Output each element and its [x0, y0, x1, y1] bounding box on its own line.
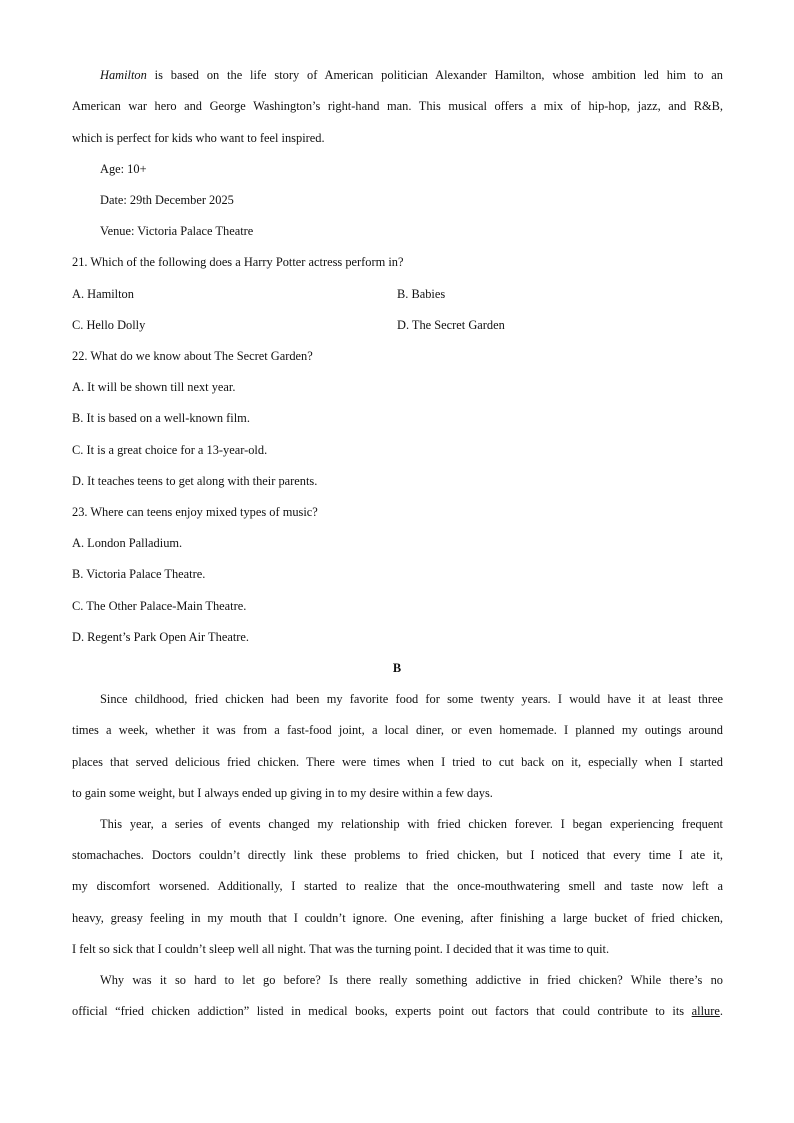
passage-b-p1-line-1: Since childhood, fried chicken had been my favorite food for some twenty years. I would have it at least three [100, 692, 723, 706]
underlined-word-allure: allure [691, 1004, 720, 1018]
question-22-option-a: A. It will be shown till next year. [72, 380, 236, 394]
question-23-option-a: A. London Palladium. [72, 536, 183, 550]
hamilton-description-line-2: American war hero and George Washington’s right-hand man. This musical offers a mix of hip-hop, jazz, and R&B, [72, 99, 723, 113]
question-21-option-c: C. Hello Dolly [72, 318, 146, 332]
question-23-stem: 23. Where can teens enjoy mixed types of music? [72, 505, 318, 519]
passage-b-p2-line-5: I felt so sick that I couldn’t sleep well all night. That was the turning point. I decided that it was time to quit. [72, 942, 610, 956]
hamilton-age: Age: 10+ [100, 162, 147, 176]
hamilton-venue: Venue: Victoria Palace Theatre [100, 224, 254, 238]
question-22-option-b: B. It is based on a well-known film. [72, 411, 250, 425]
question-23-option-c: C. The Other Palace-Main Theatre. [72, 599, 247, 613]
question-22-stem: 22. What do we know about The Secret Garden? [72, 349, 313, 363]
question-21-option-b: B. Babies [397, 287, 446, 301]
question-23-option-b: B. Victoria Palace Theatre. [72, 567, 206, 581]
question-21-option-a: A. Hamilton [72, 287, 134, 301]
hamilton-date: Date: 29th December 2025 [100, 193, 234, 207]
section-b-heading: B [392, 661, 402, 675]
hamilton-description-line-3: which is perfect for kids who want to feel inspired. [72, 131, 325, 145]
passage-b-p2-line-3: my discomfort worsened. Additionally, I started to realize that the once-mouthwatering smell and taste now left a [72, 879, 723, 893]
passage-b-p2-line-1: This year, a series of events changed my relationship with fried chicken forever. I began experiencing frequent [100, 817, 723, 831]
passage-b-p2-line-2: stomachaches. Doctors couldn’t directly link these problems to fried chicken, but I noticed that every time I ate it, [72, 848, 723, 862]
question-23-option-d: D. Regent’s Park Open Air Theatre. [72, 630, 249, 644]
passage-b-p2-line-4: heavy, greasy feeling in my mouth that I couldn’t ignore. One evening, after finishing a large bucket of fried chicken, [72, 911, 723, 925]
passage-b-p3-line-2: official “fried chicken addiction” listed in medical books, experts point out factors that could contribute to its allure. [72, 1004, 723, 1018]
passage-b-p1-line-2: times a week, whether it was from a fast-food joint, a local diner, or even homemade. I planned my outings around [72, 723, 723, 737]
passage-b-p1-line-4: to gain some weight, but I always ended up giving in to my desire within a few days. [72, 786, 493, 800]
question-22-option-c: C. It is a great choice for a 13-year-old. [72, 443, 268, 457]
hamilton-description-line-1: Hamilton is based on the life story of American politician Alexander Hamilton, whose ambition led him to an [100, 68, 723, 82]
hamilton-title: Hamilton [100, 68, 147, 82]
question-21-stem: 21. Which of the following does a Harry Potter actress perform in? [72, 255, 404, 269]
question-21-option-d: D. The Secret Garden [397, 318, 505, 332]
question-22-option-d: D. It teaches teens to get along with their parents. [72, 474, 318, 488]
passage-b-p1-line-3: places that served delicious fried chicken. There were times when I tried to cut back on it, especially when I started [72, 755, 723, 769]
passage-b-p3-line-1: Why was it so hard to let go before? Is there really something addictive in fried chicken? While there’s no [100, 973, 723, 987]
